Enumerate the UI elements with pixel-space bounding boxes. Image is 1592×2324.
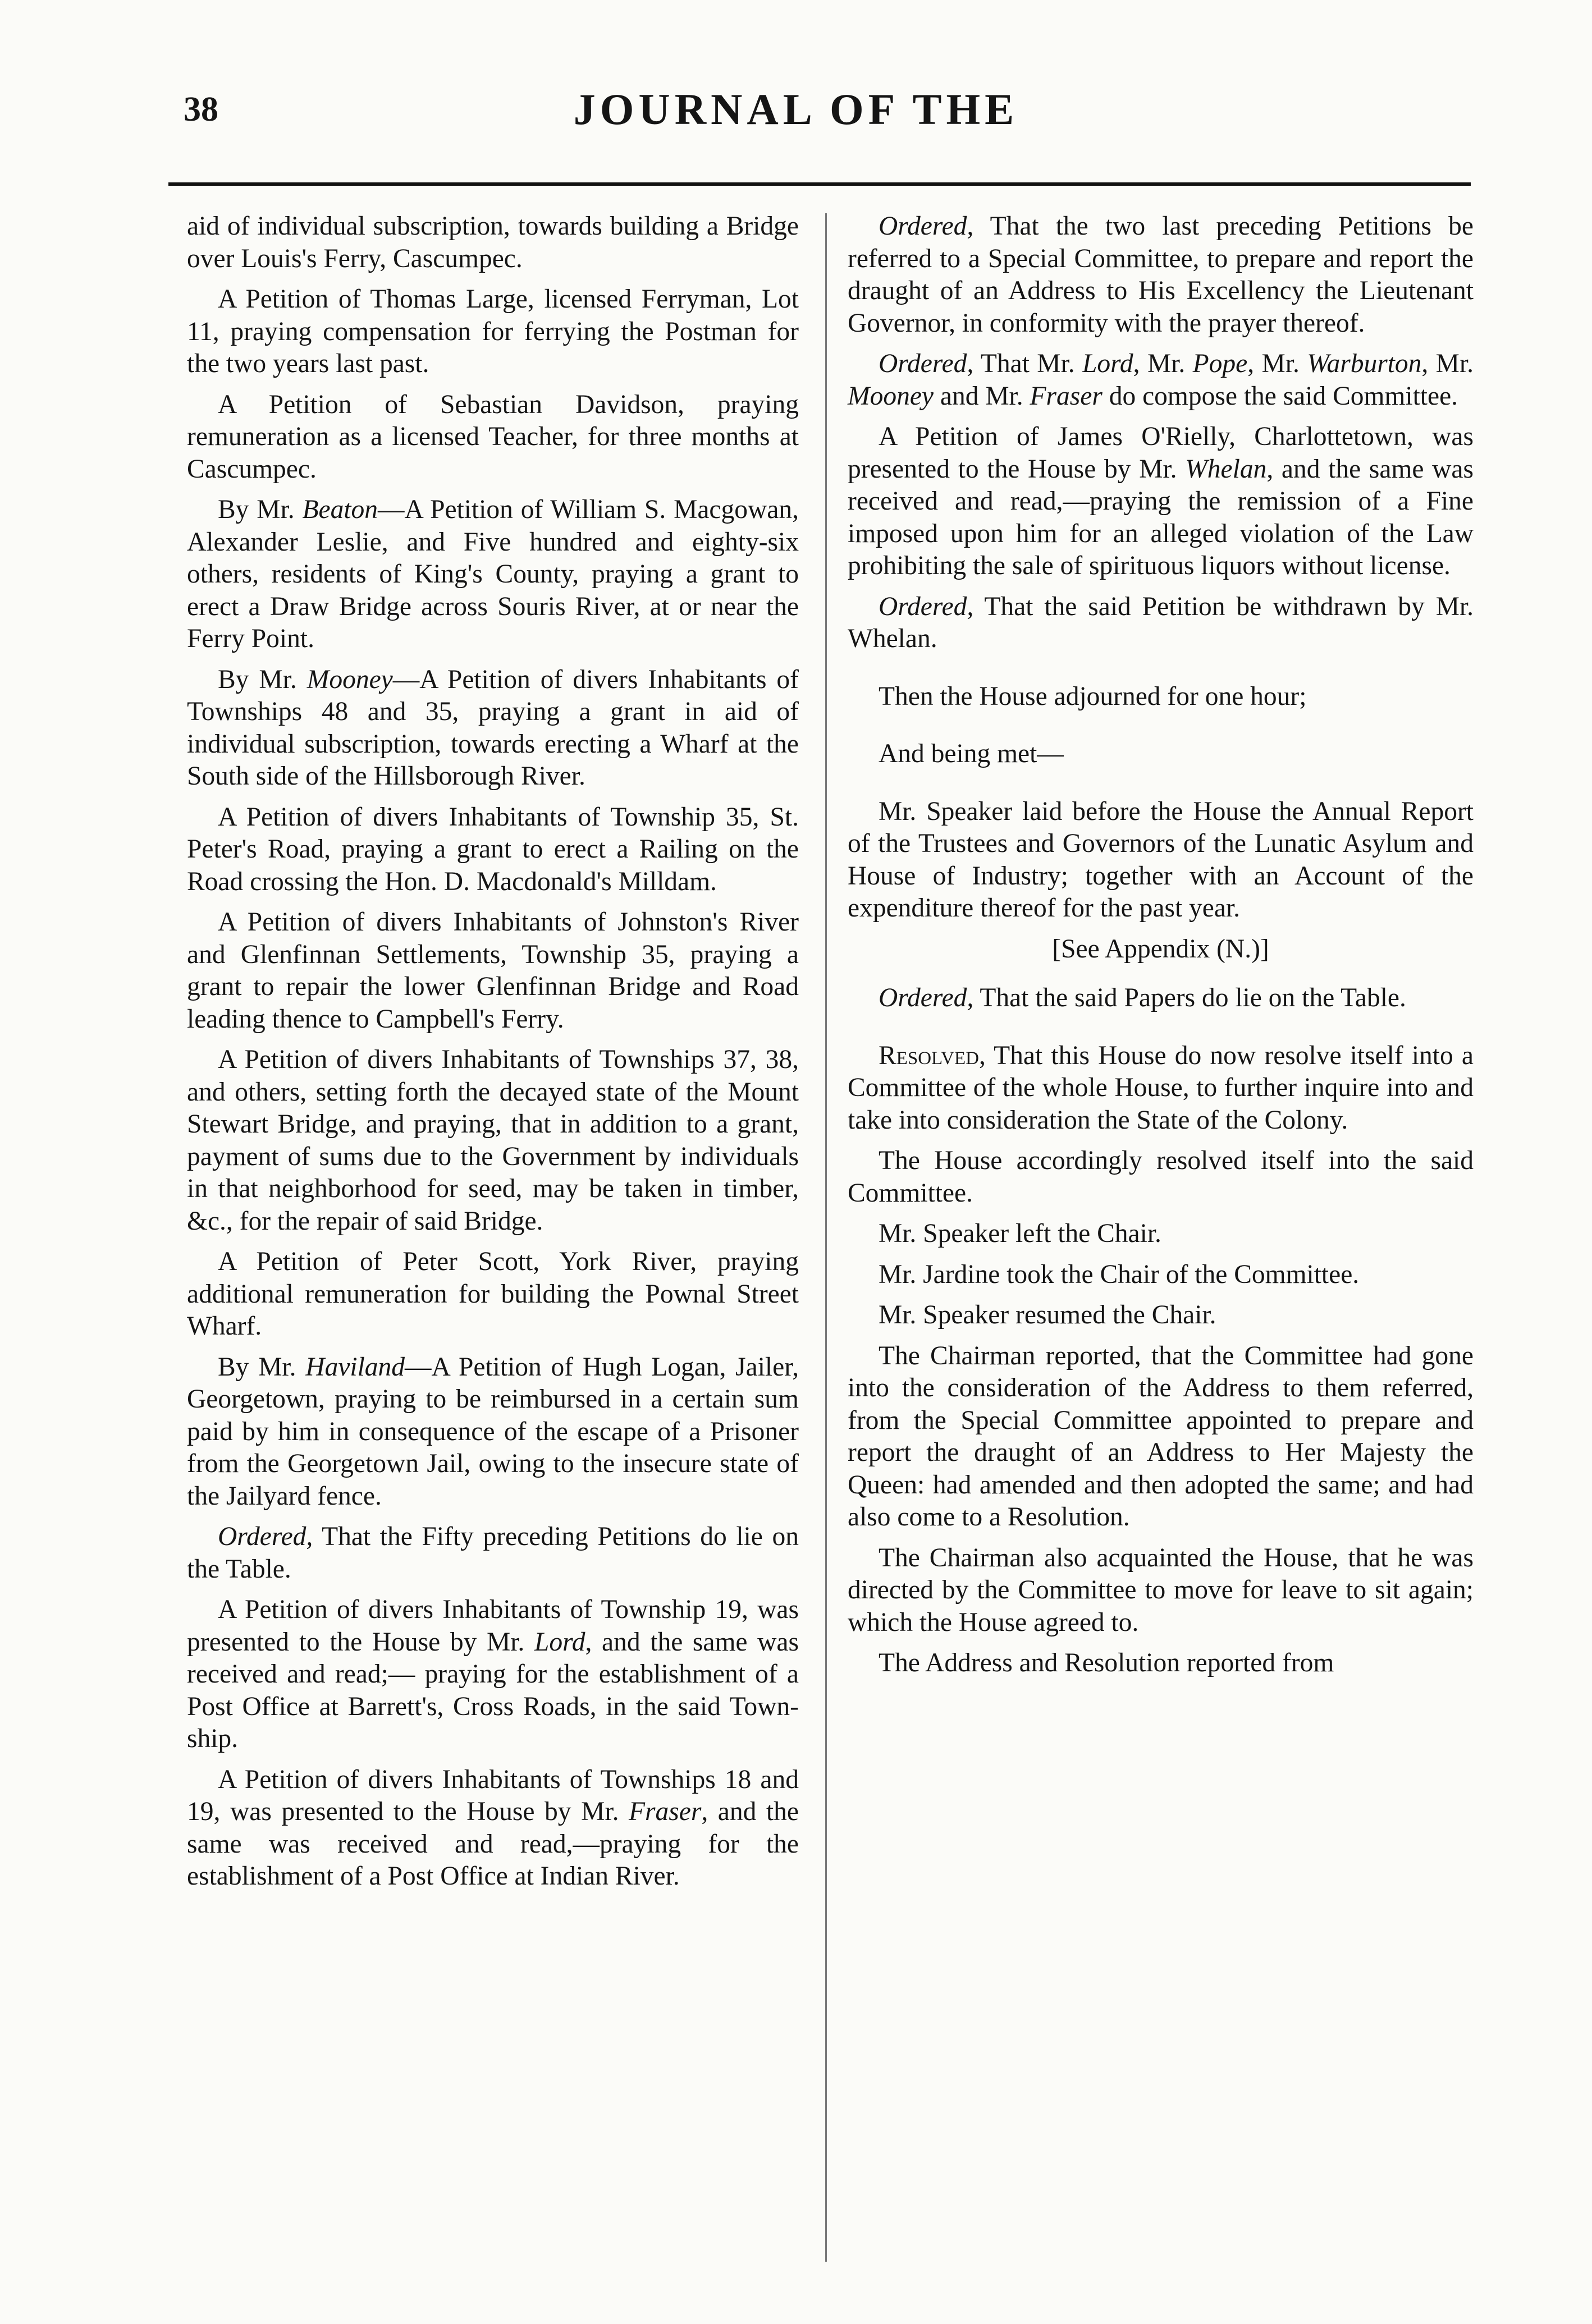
paragraph: A Petition of divers Inhabitants of Townships 37, 38, and others, setting forth the decayed state of the Mount Stewart Bridge, and praying, that in addition to a grant, payment of sums due to the Government by individuals in that neighborhood for seed, may be taken in timber, &c., for the repair of said Bridge. <box>187 1045 799 1236</box>
paragraph: Mr. Speaker laid before the House the Annual Report of the Trustees and Governors of the Lunatic Asylum and House of Industry; together with an Account of the expenditure thereof for the past year. <box>848 796 1474 923</box>
paragraph: A Petition of divers Inhabitants of Township 35, St. Peter's Road, praying a grant to erect a Railing on the Road crossing the Hon. D. Macdonald's Milldam. <box>187 802 799 896</box>
paragraph: A Petition of divers Inhabitants of Townships 18 and 19, was presented to the House by Mr. Fraser, and the same was received and read,—praying for the establishment of a Post Office at Indian River. <box>187 1764 799 1891</box>
paragraph: Ordered, That Mr. Lord, Mr. Pope, Mr. Warburton, Mr. Mooney and Mr. Fraser do compose the said Committee. <box>848 349 1474 411</box>
paragraph: Mr. Speaker left the Chair. <box>879 1219 1161 1248</box>
header-rule <box>168 182 1471 186</box>
right-column <box>848 210 1474 1688</box>
paragraph: A Petition of Thomas Large, licensed Ferryman, Lot 11, praying compensation for ferrying the Postman for the two years last past. <box>187 285 799 378</box>
ordered-keyword: Ordered, <box>218 1522 313 1551</box>
paragraph: And being met— <box>879 739 1064 768</box>
paragraph: Mr. Jardine took the Chair of the Committee. <box>879 1259 1360 1289</box>
paragraph: The Chairman also acquainted the House, that he was directed by the Committee to move for leave to sit again; which the House agreed to. <box>848 1543 1474 1637</box>
running-title: JOURNAL OF THE <box>573 85 1019 134</box>
paragraph: A Petition of divers Inhabitants of Township 19, was presented to the House by Mr. Lord, and the same was received and read;— praying for the establishment of a Post Office at Barrett's, Cross Roads, in the said Township. <box>187 1595 799 1753</box>
page-number: 38 <box>184 90 218 129</box>
page-header <box>0 84 1592 140</box>
member-name: Warburton <box>1307 349 1422 378</box>
left-column <box>187 210 799 1901</box>
paragraph: A Petition of James O'Rielly, Charlottetown, was presented to the House by Mr. Whelan, and the same was received and read,—praying the remission of a Fine imposed upon him for an alleged violation of the Law prohibiting the sale of spirituous liquors without license. <box>848 422 1474 580</box>
paragraph: The Chairman reported, that the Committee had gone into the consideration of the Address to them referred, from the Special Committee appointed to prepare and report the draught of an Address to Her Majesty the Queen: had amended and then adopted the same; and had also come to a Resolution. <box>848 1341 1474 1532</box>
paragraph: Ordered, That the two last preceding Petitions be referred to a Special Committee, to prepare and report the draught of an Address to His Excellency the Lieutenant Governor, in conformity with the prayer thereof. <box>848 212 1474 338</box>
member-name: Whelan <box>1185 454 1267 484</box>
ordered-keyword: Ordered, <box>879 349 974 378</box>
paragraph: A Petition of Sebastian Davidson, praying remuneration as a licensed Teacher, for three months at Cascumpec. <box>187 389 799 484</box>
member-name: Fraser <box>1030 381 1102 411</box>
paragraph: By Mr. Mooney—A Petition of divers Inhabitants of Townships 48 and 35, praying a grant in aid of individual subscription, towards erecting a Wharf at the South side of the Hillsborough River. <box>187 664 799 791</box>
paragraph: Resolved, That this House do now resolve itself into a Committee of the whole House, to further inquire into and take into consideration the State of the Colony. <box>848 1040 1474 1135</box>
paragraph: Then the House adjourned for one hour; <box>879 681 1307 711</box>
paragraph: Ordered, That the said Papers do lie on the Table. <box>879 983 1406 1012</box>
paragraph: By Mr. Beaton—A Petition of William S. Macgowan, Alexander Leslie, and Five hundred and eighty-six others, residents of King's County, praying a grant to erect a Draw Bridge across Souris River, at or near the Ferry Point. <box>187 495 799 653</box>
ordered-keyword: Ordered, <box>879 212 974 241</box>
member-name: Lord <box>534 1627 585 1657</box>
ordered-keyword: Ordered, <box>879 592 974 621</box>
ordered-keyword: Ordered, <box>879 983 974 1012</box>
paragraph: Ordered, That the said Petition be withdrawn by Mr. Whelan. <box>848 592 1474 653</box>
paragraph: aid of individual subscription, towards building a Bridge over Louis's Ferry, Cascumpec. <box>187 212 799 273</box>
member-name: Fraser <box>629 1797 702 1826</box>
paragraph: Mr. Speaker resumed the Chair. <box>879 1300 1216 1330</box>
member-name: Beaton <box>302 495 378 524</box>
member-name: Lord <box>1082 349 1133 378</box>
paragraph: The House accordingly resolved itself into the said Committee. <box>848 1146 1474 1208</box>
paragraph: The Address and Resolution reported from <box>879 1648 1334 1677</box>
resolved-keyword: Resolved, <box>879 1040 986 1070</box>
paragraph: Ordered, That the Fifty preceding Petitions do lie on the Table. <box>187 1522 799 1584</box>
member-name: Mooney <box>306 664 393 694</box>
member-name: Haviland <box>305 1352 405 1382</box>
paragraph: A Petition of Peter Scott, York River, praying additional remuneration for building the Pownal Street Wharf. <box>187 1247 799 1341</box>
paragraph: A Petition of divers Inhabitants of Johnston's River and Glenfinnan Settlements, Township 35, praying a grant to repair the lower Glenfinnan Bridge and Road leading thence to Campbell's Ferry. <box>187 907 799 1034</box>
member-name: Pope <box>1192 349 1248 378</box>
member-name: Mooney <box>848 381 934 411</box>
column-divider <box>825 213 827 2262</box>
paragraph: By Mr. Haviland—A Petition of Hugh Logan, Jailer, Georgetown, praying to be reimbursed in a certain sum paid by him in consequence of the escape of a Prisoner from the Georgetown Jail, owing to the insecure state of the Jailyard fence. <box>187 1352 799 1511</box>
appendix-reference: [See Appendix (N.)] <box>1052 934 1269 964</box>
